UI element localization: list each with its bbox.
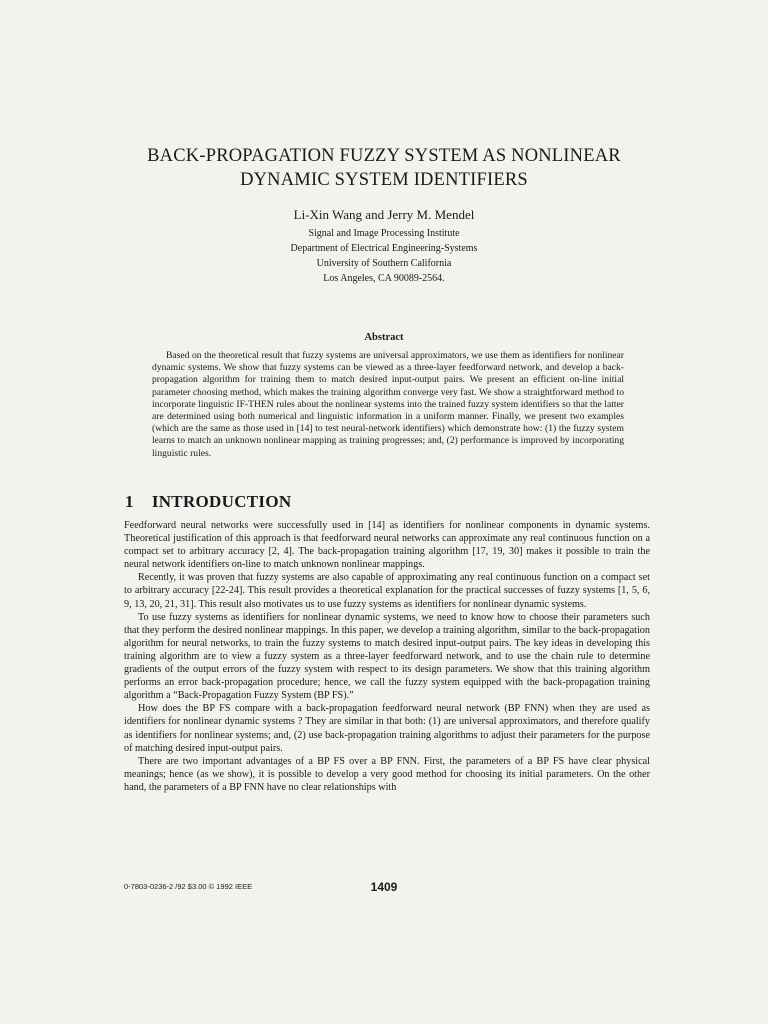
authors: Li-Xin Wang and Jerry M. Mendel bbox=[293, 207, 475, 222]
affiliation-line: Signal and Image Processing Institute bbox=[308, 228, 460, 239]
section-body bbox=[124, 519, 650, 794]
body-paragraph: How does the BP FS compare with a back-propagation feedforward neural network (BP FNN) when they are used as identifiers for nonlinear dynamic systems ? They are similar in that both: (1) are universal approximators, and therefore qualify as identifiers for nonlinear systems; and, (2) use back-propagation training algorithms to adjust their parameters for the purpose of matching desired input-output pairs. bbox=[124, 703, 650, 754]
affiliation-line: University of Southern California bbox=[316, 258, 452, 269]
affiliation-line: Los Angeles, CA 90089-2564. bbox=[323, 273, 445, 284]
abstract-heading: Abstract bbox=[364, 332, 404, 343]
affiliation bbox=[0, 226, 768, 286]
section-heading bbox=[125, 492, 291, 512]
copyright-notice: 0-7803-0236-2 /92 $3.00 © 1992 IEEE bbox=[124, 882, 253, 891]
body-paragraph: There are two important advantages of a BP FS over a BP FNN. First, the parameters of a BP FS have clear physical meanings; hence (as we show), it is possible to develop a very good method for choosing its initial parameters. On the other hand, the parameters of a BP FNN have no clear relationships with bbox=[124, 755, 650, 793]
body-paragraph: Recently, it was proven that fuzzy systems are also capable of approximating any real continuous function on a compact set to arbitrary accuracy [22-24]. This result provides a theoretical explanation for the practical successes of fuzzy systems [1, 5, 6, 9, 13, 20, 21, 31]. This result also motivates us to use fuzzy systems as identifiers for nonlinear dynamic systems. bbox=[124, 572, 650, 610]
section-title: INTRODUCTION bbox=[151, 492, 292, 511]
title-line-1: BACK-PROPAGATION FUZZY SYSTEM AS NONLINEAR bbox=[147, 146, 621, 166]
abstract-text: Based on the theoretical result that fuzzy systems are universal approximators, we use them as identifiers for nonlinear dynamic systems. We show that fuzzy systems can be viewed as a three-layer feedforward network, and develop a back-propagation algorithm for training them to match desired input-output pairs. We present an efficient on-line initial parameter choosing method, which makes the training algorithm converge very fast. We show a straightforward method to incorporate linguistic IF-THEN rules about the nonlinear systems into the trained fuzzy system identifiers so that the latter are determined using both numerical and linguistic information in a uniform manner. Finally, we present two examples (which are the same as those used in [14] to test neural-network identifiers) which demonstrate how: (1) the fuzzy system learns to match an unknown nonlinear mapping as training progresses; and, (2) performance is improved by incorporating linguistic rules. bbox=[152, 350, 624, 459]
body-paragraph: To use fuzzy systems as identifiers for nonlinear dynamic systems, we need to know how to choose their parameters such that they perform the desired nonlinear mappings. In this paper, we develop a training algorithm, similar to the back-propagation algorithm for neural networks, to train the fuzzy systems to match desired input-output pairs. The key ideas in developing this training algorithm are to view a fuzzy system as a three-layer feedforward network, and to use the chain rule to determine gradients of the output errors of the fuzzy system with respect to its design parameters. We show that this training algorithm performs an error back-propagation procedure; hence, we call the fuzzy system equipped with the back-propagation training algorithm a “Back-Propagation Fuzzy System (BP FS).” bbox=[124, 611, 650, 702]
body-paragraph: Feedforward neural networks were successfully used in [14] as identifiers for nonlinear components in dynamic systems. Theoretical justification of this approach is that feedforward neural networks can approximate any real continuous function on a compact set to arbitrary accuracy [2, 4]. The back-propagation training algorithm [17, 19, 30] makes it possible to train the neural network identifiers on-line to match unknown nonlinear mappings. bbox=[124, 520, 650, 571]
paper-title bbox=[100, 144, 668, 192]
title-line-2: DYNAMIC SYSTEM IDENTIFIERS bbox=[240, 170, 528, 190]
page-number: 1409 bbox=[370, 880, 398, 894]
affiliation-line: Department of Electrical Engineering-Systems bbox=[290, 243, 478, 254]
section-number: 1 bbox=[125, 492, 134, 511]
